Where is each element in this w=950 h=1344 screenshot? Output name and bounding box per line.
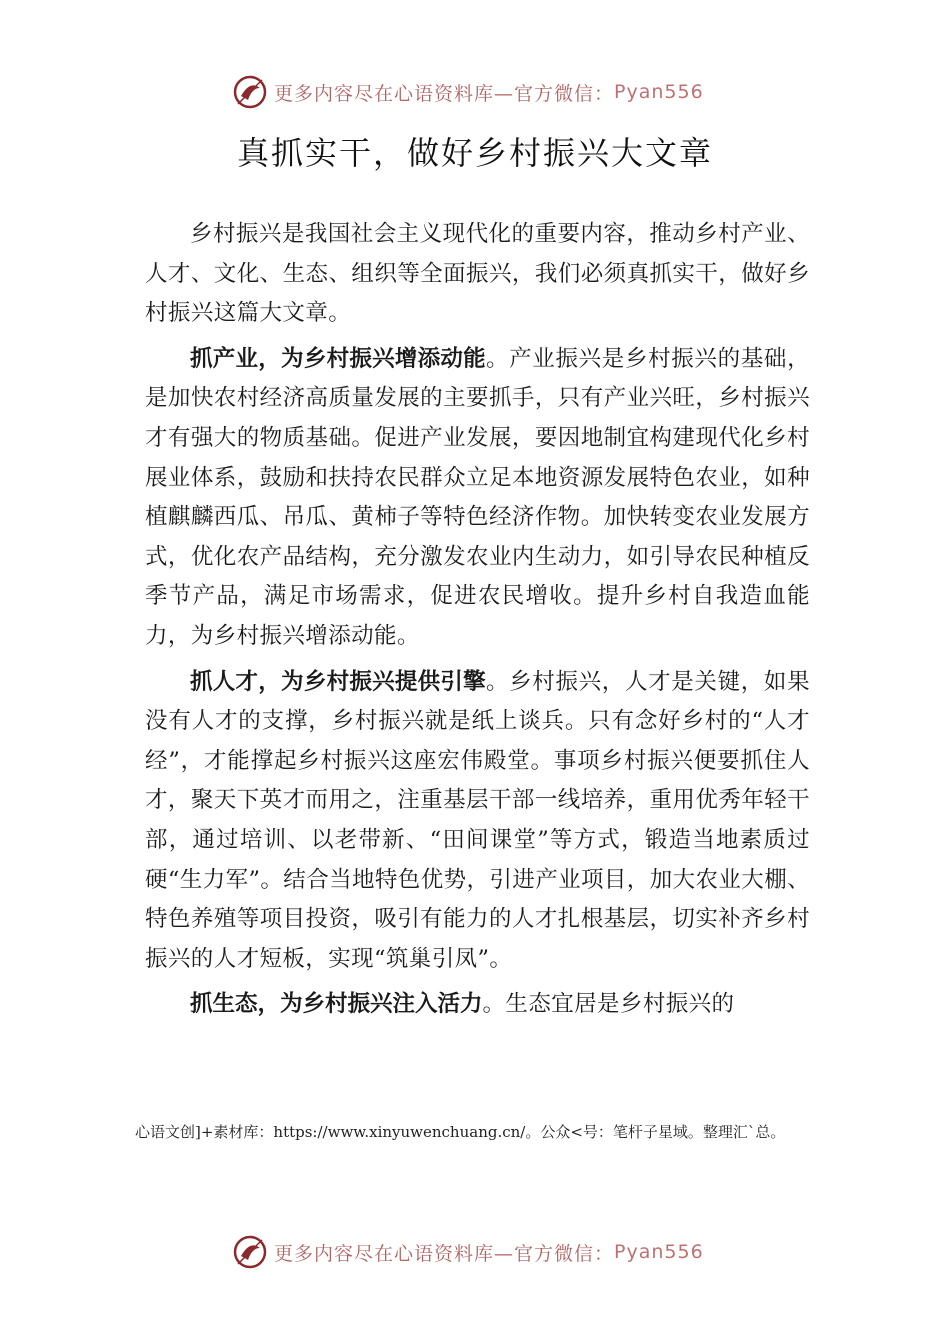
banner-wechat-handle: Pyan556 bbox=[614, 1241, 704, 1263]
intro-paragraph: 乡村振兴是我国社会主义现代化的重要内容，推动乡村产业、人才、文化、生态、组织等全面振兴，我们必须真抓实干，做好乡村振兴这篇大文章。 bbox=[145, 221, 810, 327]
brand-logo-icon bbox=[232, 1234, 268, 1270]
document-title: 真抓实干，做好乡村振兴大文章 bbox=[236, 134, 713, 172]
banner-wechat-handle: Pyan556 bbox=[614, 81, 704, 103]
brand-logo-icon bbox=[232, 74, 268, 110]
section-body: 。生态宜居是乡村振兴的 bbox=[482, 991, 735, 1018]
section-paragraph bbox=[145, 663, 810, 980]
banner-text: 更多内容尽在心语资料库—官方微信： bbox=[274, 82, 615, 105]
section-heading: 抓产业，为乡村振兴增添动能 bbox=[190, 345, 486, 372]
banner-text: 更多内容尽在心语资料库—官方微信： bbox=[274, 1242, 615, 1265]
section-paragraph bbox=[145, 340, 810, 657]
section-body: 。乡村振兴，人才是关键，如果没有人才的支撑，乡村振兴就是纸上谈兵。只有念好乡村的“人才经”，才能撑起乡村振兴这座宏伟殿堂。事项乡村振兴便要抓住人才，聚天下英才而用之，注重基层干部一线培养，重用优秀年轻干部，通过培训、以老带新、“田间课堂”等方式，锻造当地素质过硬“生力军”。结合当地特色优势，引进产业项目，加大农业大棚、特色养殖等项目投资，吸引有能力的人才扎根基层，切实补齐乡村振兴的人才短板，实现“筑巢引凤”。 bbox=[145, 668, 811, 972]
section-paragraph bbox=[145, 985, 810, 1025]
footer-note: 心语文创]+素材库：https://www.xinyuwenchuang.cn/。公众<号：笔杆子星域。整理汇`总。 bbox=[135, 1123, 786, 1141]
section-heading: 抓人才，为乡村振兴提供引擎 bbox=[190, 668, 486, 695]
section-heading: 抓生态，为乡村振兴注入活力 bbox=[190, 991, 483, 1018]
section-body: 。产业振兴是乡村振兴的基础，是加快农村经济高质量发展的主要抓手，只有产业兴旺，乡村振兴才有强大的物质基础。促进产业发展，要因地制宜构建现代化乡村展业体系，鼓励和扶持农民群众立足本地资源发展特色农业，如种植麒麟西瓜、吊瓜、黄柿子等特色经济作物。加快转变农业发展方式，优化农产品结构，充分激发农业内生动力，如引导农民种植反季节产品，满足市场需求，促进农民增收。提升乡村自我造血能力，为乡村振兴增添动能。 bbox=[145, 345, 810, 649]
footer-banner bbox=[232, 1232, 732, 1272]
header-banner bbox=[232, 72, 732, 112]
document-body bbox=[145, 215, 810, 1031]
